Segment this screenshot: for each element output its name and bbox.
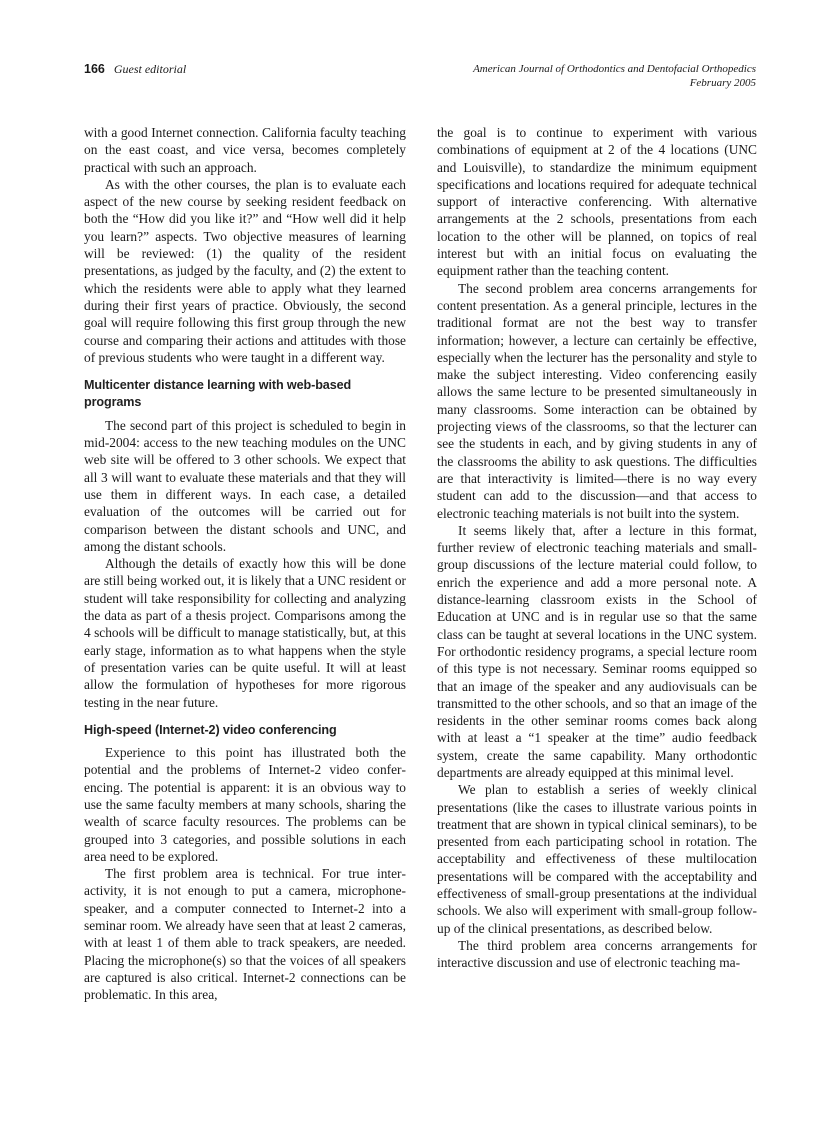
journal-title: American Journal of Orthodontics and Dentofacial Orthopedics (473, 63, 756, 75)
header-left (84, 62, 186, 77)
section-heading: High-speed (Internet-2) video conferencing (84, 722, 337, 737)
paragraph: The second part of this project is scheduled to begin in mid-2004: access to the new teaching modules on the UNC web site will be offered to 3 other schools. We expect that all 3 will want to evaluate these materials and that they will use them in different ways. In each case, a detailed evaluation of the outcomes will be carried out for comparison between the distant schools and UNC, and among the distant schools. (84, 417, 406, 554)
paragraph: the goal is to continue to experiment with various combinations of equipment at 2 of the 4 locations (UNC and Louisville), to standardize the minimum equipment specifications and locations required for adequate technical support of interactive conferencing. With alternative arrangements at the 2 schools, presentations from each location to the other will be planned, on topics of real interest but with an initial focus on evaluating the equipment rather than the teaching content. (437, 125, 757, 279)
running-header (84, 62, 756, 98)
left-column (84, 124, 406, 1004)
header-right (473, 62, 756, 90)
paragraph: Experience to this point has illustrated both the potential and the problems of Internet-2 video conferencing. The potential is apparent: it is an obvious way to use the same faculty members at many schools, sharing the wealth of scarce faculty resources. The problems can be grouped into 3 categories, and possible solutions in each area need to be explored. (84, 745, 406, 864)
paragraph: It seems likely that, after a lecture in this format, further review of electronic teaching materials and small-group discussions of the lecture material could follow, to enrich the experience and add a more personal note. A distance-learning classroom exists in the School of Education at UNC and is in regular use so that the same class can be taught at several locations in the UNC system. For orthodontic residency programs, a special lecture room of this type is not necessary. Seminar rooms equipped so that an image of the speaker and any audiovisuals can be transmitted to the other schools, and so that an image of the residents in the other seminar rooms comes back along with at least a “1 speaker at the time” audio feedback system, create the same capability. Many orthodontic departments are already equipped at this minimal level. (437, 522, 757, 780)
paragraph: Although the details of exactly how this will be done are still being worked out, it is likely that a UNC resident or student will take responsibility for collecting and analyzing the data as part of a thesis project. Comparisons among the 4 schools will be difficult to manage statistically, but, at this early stage, information as to what happens when the style of presentation varies can be quite useful. It will at least allow the formulation of hypotheses for more rigorous testing in the near future. (84, 556, 406, 710)
section-heading: Multicenter distance learning with web-based programs (84, 378, 352, 410)
section-label: Guest editorial (113, 62, 187, 76)
page-number: 166 (84, 62, 105, 76)
issue-date: February 2005 (689, 77, 756, 89)
paragraph: We plan to establish a series of weekly clinical presentations (like the cases to illustrate various points in treatment that are shown in typical clinical seminars), to be presented from each participating school in rotation. The acceptability and effectiveness of these multilocation presentations will be compared with the acceptability and effectiveness of small-group presentations at the individual schools. We also will experiment with small-group follow-up of the clinical presentations, as described below. (437, 782, 757, 936)
paragraph: As with the other courses, the plan is to evaluate each aspect of the new course by seeking resident feedback on both the “How did you like it?” and “How well did it help you learn?” aspects. Two objective measures of learning will be reviewed: (1) the quality of the resident presentations, as judged by the faculty, and (2) the extent to which the residents were able to apply what they learned during their first years of practice. Obviously, the second goal will require following this first group through the new course and comparing their actions and attitudes with those of previous students who were taught in a different way. (84, 176, 406, 365)
paragraph: The second problem area concerns arrangements for content presentation. As a general principle, lectures in the traditional format are not the best way to transfer information; however, a lecture can certainly be effective, especially when the lecturer has the personality and style to make the subject interesting. Video conferencing easily allows the same lecture to be presented simultaneously in many classrooms. Some interaction can be obtained by projecting views of the classrooms, so that the lecturer can see the students in each, and by giving students in any of the classrooms the ability to ask questions. The difficulties are that interactivity is limited—there is no way every student can add to the discussion—and that access to electronic teaching materials is not built into the system. (437, 280, 757, 521)
paragraph: The third problem area concerns arrangements for interactive discussion and use of electronic teaching ma- (437, 937, 757, 971)
paragraph: with a good Internet connection. California faculty teaching on the east coast, and vice versa, becomes completely practical with such an approach. (84, 125, 406, 175)
paragraph: The first problem area is technical. For true interactivity, it is not enough to put a camera, microphone-speaker, and a computer connected to Internet-2 into a seminar room. We already have seen that at least 2 cameras, with at least 1 of them able to track speakers, are needed. Placing the microphone(s) so that the voices of all speakers are captured is also critical. Internet-2 connections can be problematic. In this area, (84, 866, 406, 1003)
right-column (437, 124, 757, 972)
